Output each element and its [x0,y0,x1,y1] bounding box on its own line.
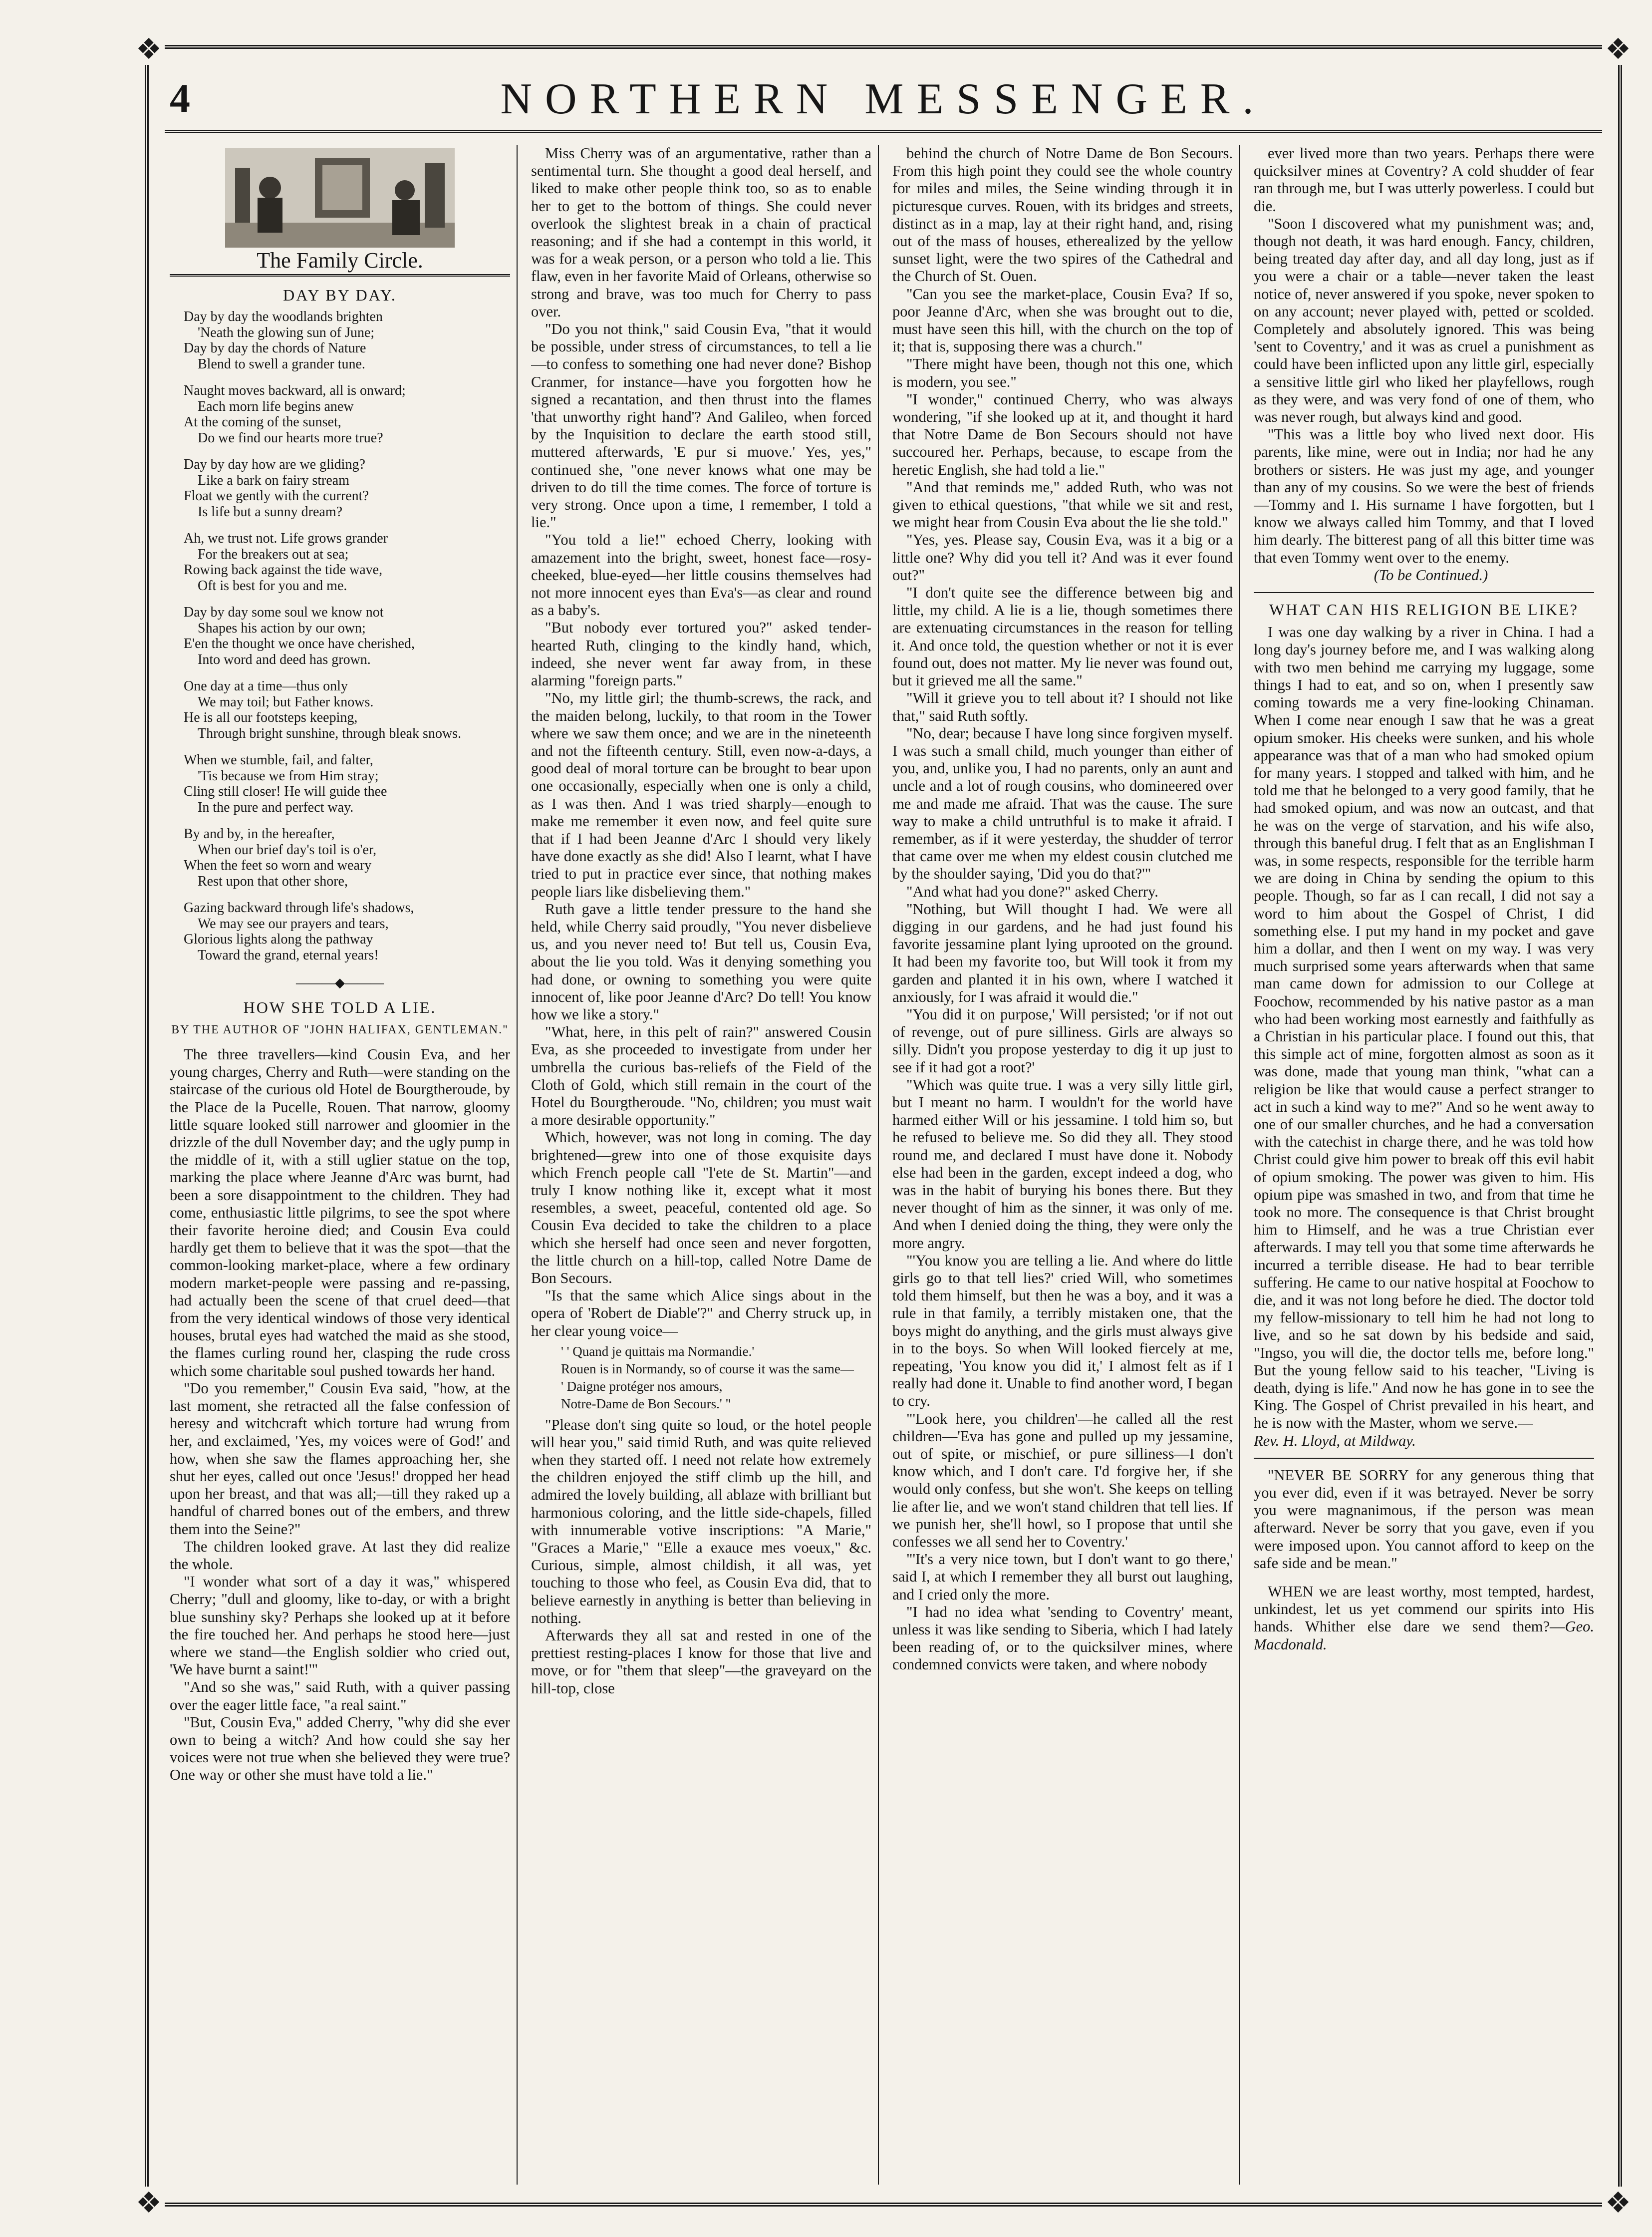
column-2 [531,145,871,2185]
story-text [170,1046,510,1784]
column-1 [170,145,510,2185]
column-divider [517,145,518,2185]
poem-line: Float we gently with the current? [184,488,369,504]
paragraph: "'Look here, you children'—he called all the rest children—'Eva has gone and pulled up my jessamine, out of spite, or mischief, or pure silliness—I don't know which, and I don't care. I'd forgive her, if she would only confess, but she won't. She keeps on telling lie after lie, and we won't stand children that tell lies. If we punish her, she'll howl, so I propose that until she confesses we all send her to Coventry.' [892,1410,1233,1551]
article-columns [165,145,1602,2185]
family-reading-engraving [225,148,455,248]
poem-line: Day by day how are we gliding? [184,457,365,473]
masthead [165,65,1602,133]
paragraph: Afterwards they all sat and rested in one of the prettiest resting-places I know for those that live and move, or for "them that sleep"—the graveyard on the hill-top, close [531,1627,871,1697]
corner-ornament-icon: ❖ [1602,2187,1634,2219]
paragraph: I was one day walking by a river in China. I had a long day's journey before me, and I was walking along with two men behind me carrying my luggage, some things I had to eat, and so on, when I presently saw coming towards me a very fine-looking Chinaman. When I come near enough I saw that he was a great opium smoker. His cheeks were sunken, and his whole appearance was that of a man who had smoked opium for many years. I stopped and talked with him, and he told me that he belonged to a very good family, that he had smoked opium, and was now an outcast, and that he was on the verge of starvation, and his wife also, through this baneful drug. I felt that as an Englishman I was, in some respects, responsible for the terrible harm we are doing in China by sending the opium to this people. Though, so far as I can recall, I did not say a word to him about the Gospel of Christ, I did something else. I put my hand in my pocket and gave him a dollar, and then I went on my way. I was very much surprised some years afterwards when that same man came down for admission to our College at Foochow, recommended by his native pastor as a man who had been working most earnestly and faithfully as a Christian in his particular place. I found out this, that this simple act of mine, forgotten almost as soon as it was done, made that young man think, "what can a religion be like that would cause a perfect stranger to act in such a kind way to me?" And so he went away to one of our smaller churches, and he had a conversation with the catechist in charge there, and he was told how Christ could give him power to break off this evil habit of opium smoking. The power was given to him. His opium pipe was smashed in two, and from that time he took no more. The consequence is that Christ brought him to Himself, and he was a true Christian ever afterwards. I may tell you that some time afterwards he incurred a terrible disease. He had to bear terrible suffering. He came to our native hospital at Foochow to die, and it was not long before he died. The doctor told my fellow-missionary to tell him he had not long to live, and so he sat down by his bedside and said, "Ingso, you will die, the doctor tells me, before long." But the young fellow said to his teacher, "Living is death, dying is life." And now he has gone in to see the King. The Gospel of Christ prevailed in his heart, and he is now with the Master, whom we serve.— [1254,624,1594,1432]
paragraph: behind the church of Notre Dame de Bon Secours. From this high point they could see the whole country for miles and miles, the Seine winding through it in picturesque curves. Rouen, with its bridges and streets, distinct as in a map, lay at their right hand, and, rising out of the mass of houses, etherealized by the yellow sunset light, were the two spires of the Cathedral and the Church of St. Ouen. [892,145,1233,285]
story-text [892,145,1233,1674]
poem-stanza [184,678,510,741]
poem-line: Each morn life begins anew [198,398,354,414]
paragraph: "'You know you are telling a lie. And where do little girls go to that tell lies?' cried Will, who sometimes told them himself, but then he was a boy, and it was a rule in that family, a terribly mistaken one, that the boys might do anything, and the girls must always give in to the boys. So when Will looked fiercely at me, repeating, 'You know you did it,' I almost felt as if I really had done it. Unable to find another word, I began to cry. [892,1252,1233,1410]
poem-stanza [184,457,510,520]
poem-line: Toward the grand, eternal years! [198,947,379,963]
paragraph: "Nothing, but Will thought I had. We were all digging in our gardens, and he had just found his favorite jessamine plant lying uprooted on the ground. It had been my favorite too, but Will took it from my garden and planted it in his own, where I watched it anxiously, for I was afraid it would die." [892,900,1233,1005]
poem-stanza [184,605,510,667]
paragraph: "I wonder," continued Cherry, who was always wondering, "if she looked up at it, and thought it hard that Notre Dame de Bon Secours should not have succoured her. Perhaps, because, to escape from the heretic English, she had told a lie." [892,390,1233,478]
paragraph: "Is that the same which Alice sings about in the opera of 'Robert de Diable'?" and Cherry struck up, in her clear young voice— [531,1287,871,1339]
section-title: The Family Circle. [257,248,423,273]
paragraph: "You told a lie!" echoed Cherry, looking with amazement into the bright, sweet, honest face—rosy-cheeked, blue-eyed—her little cousins themselves had not more innocent eyes than Eva's—as clear and round as a baby's. [531,531,871,619]
story-title: HOW SHE TOLD A LIE. [243,998,437,1016]
paragraph: "What, here, in this pelt of rain?" answered Cousin Eva, as she proceeded to investigate from under her umbrella the curious bas-reliefs of the Field of the Cloth of Gold, which still remain in the court of the Hotel du Bourgtheroude. "No, children; you must wait a more desirable opportunity." [531,1023,871,1129]
paragraph: "But, Cousin Eva," added Cherry, "why did she ever own to being a witch? And how could she say her voices were not true when she believed they were true? One way or other she must have told a lie." [170,1713,510,1784]
poem-line: Like a bark on fairy stream [198,472,349,488]
poem-line: Into word and deed has grown. [198,651,371,667]
paragraph: "I had no idea what 'sending to Coventry' meant, unless it was like sending to Siberia, which I had lately been reading of, or to the quicksilver mines, where condemned convicts were taken, and where nobody [892,1603,1233,1673]
least-worthy-text: WHEN we are least worthy, most tempted, hardest, unkindest, let us yet commend our spirits into His hands. Whither else dare we send them?—Geo. Macdonald. [1254,1583,1594,1653]
newspaper-title: NORTHERN MESSENGER. [500,75,1267,123]
paragraph: "Which was quite true. I was a very silly little girl, but I meant no harm. I wouldn't for the world have harmed either Will or his jessamine. I told him so, but he refused to believe me. So did they all. They stood round me, and declared I must have done it. Nobody else had been in the garden, except indeed a dog, who was in the habit of burying his bones there. But they never thought of him as the sinner, it was only of me. And when I denied doing the thing, they were only the more angry. [892,1076,1233,1252]
divider [170,274,510,277]
poem-stanza [184,826,510,889]
corner-ornament-icon: ❖ [133,2187,165,2219]
poem-line: When the feet so worn and weary [184,858,372,874]
paragraph: The three travellers—kind Cousin Eva, and her young charges, Cherry and Ruth—were standing on the staircase of the curious old Hotel de Bourgtheroude, by the Place de la Pucelle, Rouen. That narrow, gloomy little square looked still narrower and gloomier in the drizzle of the dull November day; and the ugly pump in the middle of it, with a still uglier statue on the top, marking the place where Jeanne d'Arc was burnt, had been a sore disappointment to the children. They had come, enthusiastic little pilgrims, to see the spot where their favorite heroine died; and Cousin Eva could hardly get them to believe that it was the spot—that the common-looking market-place, where a few ordinary modern market-people were passing and re-passing, had actually been the scene of that cruel deed—that from the very identical windows of those very identical houses, brutal eyes had watched the maid as she stood, the flames curling round her, clasping the rude cross which some charitable soul pushed towards her hand. [170,1046,510,1379]
paragraph: Which, however, was not long in coming. The day brightened—grew into one of those exquisite days which French people call "l'ete de St. Martin"—and truly I know nothing like it, except what it most resembles, a sweet, peaceful, contented old age. So Cousin Eva decided to take the children to a place which she herself had once seen and never forgotten, the little church on a hill-top, called Notre Dame de Bon Secours. [531,1129,871,1286]
poem-line: In the pure and perfect way. [198,799,354,815]
poem-stanza [184,900,510,963]
paragraph: "I wonder what sort of a day it was," whispered Cherry; "dull and gloomy, like to-day, or with a bright blue sunshiny sky? Perhaps she looked up at it before the fire touched her. And perhaps he stood here—just where we stand—the English soldier who cried out, 'We have burnt a saint!'" [170,1573,510,1678]
poem-stanza [184,531,510,594]
paragraph: "There might have been, though not this one, which is modern, you see." [892,355,1233,390]
religion-text [1254,624,1594,1432]
paragraph: "Soon I discovered what my punishment was; and, though not death, it was hard enough. Fancy, children, being treated day after day, and all day long, just as if you were a chair or a table—never taken the least notice of, never answered if you spoke, never spoken to on any account; never played with, petted or scolded. Completely and absolutely ignored. This was being 'sent to Coventry,' and it was as cruel a punishment as could have been inflicted upon any little girl, especially a sensitive little girl who liked her playfellows, rough as they were, and was very fond of one of them, who was never rough, but always kind and good. [1254,215,1594,426]
poem-body [170,309,510,963]
religion-title: WHAT CAN HIS RELIGION BE LIKE? [1269,601,1579,619]
column-4 [1254,145,1594,2185]
paragraph: "Do you not think," said Cousin Eva, "that it would be possible, under stress of circumstances, to tell a lie—to confess to something one had never done? Bishop Cranmer, for instance—have you forgotten how he signed a recantation, and then thrust into the flames 'that unworthy right hand'? And Galileo, when forced by the Inquisition to declare the earth stood still, muttered afterwards, 'E pur si muove.' Yes, yes," continued she, "one never knows what one may be driven to do till the time comes. The force of torture is very strong. Once upon a time, I remember, I told a lie." [531,320,871,531]
poem-line: We may toil; but Father knows. [198,694,374,710]
paragraph: "You did it on purpose,' Will persisted; 'or if not out of revenge, out of pure silliness. Girls are always so silly. Didn't you propose yesterday to dig it up just to see if it had got a root?' [892,1005,1233,1076]
paragraph: "I don't quite see the difference between big and little, my child. A lie is a lie, though sometimes there are extenuating circumstances in the reason for telling it. And once told, the question whether or not it is ever found out, does not matter. My lie never was found out, but it grieved me all the same." [892,584,1233,689]
poem-line: Oft is best for you and me. [198,578,347,594]
poem-line: Shapes his action by our own; [198,620,366,636]
poem-line: Rowing back against the tide wave, [184,562,383,578]
paragraph: ever lived more than two years. Perhaps there were quicksilver mines at Coventry? A cold shudder of fear ran through me, but I was utterly powerless. I could but die. [1254,145,1594,215]
ornament-icon: ———◆——— [296,975,384,990]
paragraph: "And what had you done?" asked Cherry. [906,883,1158,900]
song-quote: ' ' Quand je quittais ma Normandie.' Rouen is in Normandy, so of course it was the same— ' Daigne protéger nos amours, Notre-Dame de Bon Secours.' " [561,1343,854,1412]
poem-stanza [184,752,510,815]
paragraph: The children looked grave. At last they did realize the whole. [170,1538,510,1573]
poem-line: Day by day the woodlands brighten [184,309,383,325]
poem-line: 'Neath the glowing sun of June; [198,324,375,340]
poem-line: At the coming of the sunset, [184,414,341,430]
poem-line: For the breakers out at sea; [198,546,349,562]
poem-line: He is all our footsteps keeping, [184,710,358,726]
poem-line: Do we find our hearts more true? [198,430,383,446]
poem-line: Day by day the chords of Nature [184,340,366,356]
divider [1254,592,1594,593]
paragraph: "Yes, yes. Please say, Cousin Eva, was it a big or a little one? Why did you tell it? And was it ever found out?" [892,531,1233,584]
poem-line: Ah, we trust not. Life grows grander [184,531,388,547]
story-text [531,145,871,1340]
poem-line: Cling still closer! He will guide thee [184,784,387,800]
column-3 [892,145,1233,2185]
poem-stanza [184,383,510,446]
paragraph: "No, dear; because I have long since forgiven myself. I was such a small child, much younger than either of you, and, unlike you, I had no parents, only an aunt and uncle and a lot of rough cousins, who domineered over me and made me afraid. That was the cause. The sure way to make a child untruthful is to make it afraid. I remember, as if it were yesterday, the shudder of terror that came over me when my eldest cousin clutched me by the shoulder saying, 'Did you do that?'" [892,724,1233,883]
poem-line: 'Tis because we from Him stray; [198,768,379,784]
poem-line: When our brief day's toil is o'er, [198,842,377,858]
poem-line: By and by, in the hereafter, [184,826,335,842]
poem-line: Gazing backward through life's shadows, [184,900,414,916]
paragraph: "And so she was," said Ruth, with a quiver passing over the eager little face, "a real saint." [170,1678,510,1713]
paragraph: "Do you remember," Cousin Eva said, "how, at the last moment, she retracted all the false confession of heresy and witchcraft which torture had wrung from her, and exclaimed, 'Yes, my voices were of God!' and how, when she saw the flames approaching her, she shut her eyes, called out once 'Jesus!' dropped her head upon her breast, and that was all;—till they raked up a handful of charred bones out of the embers, and threw them into the Seine?" [170,1379,510,1538]
poem-line: Is life but a sunny dream? [198,504,343,520]
poem-line: Naught moves backward, all is onward; [184,383,406,399]
continued-note: (To be Continued.) [1374,566,1488,584]
paragraph: "No, my little girl; the thumb-screws, the rack, and the maiden belong, luckily, to that room in the Tower where we saw them once; and we are in the nineteenth and not the fifteenth century. Still, even now-a-days, a good deal of moral torture can be brought to bear upon one occasionally, especially when one is only a child, as I was then. And I was tried sharply—enough to make me remember it even now, and feel quite sure that if I had been Jeanne d'Arc I should very likely have done exactly as she did! Also I learnt, what I have tried to put in practice ever since, that nothing makes people liars like disbelieving them." [531,689,871,900]
poem-line: Rest upon that other shore, [198,873,348,889]
corner-ornament-icon: ❖ [1602,33,1634,65]
story-text [1254,145,1594,567]
poem-title: DAY BY DAY. [283,286,397,305]
poem-stanza [184,309,510,372]
newspaper-page [136,32,1631,2220]
corner-ornament-icon: ❖ [133,33,165,65]
column-divider [1239,145,1240,2185]
poem-line: One day at a time—thus only [184,678,348,694]
paragraph: "Can you see the market-place, Cousin Eva? If so, poor Jeanne d'Arc, when she was brought out to die, must have seen this hill, with the church on the top of it; that is, supposing there was a church." [892,285,1233,355]
story-byline: BY THE AUTHOR OF "JOHN HALIFAX, GENTLEMAN." [171,1023,509,1036]
divider [1254,1458,1594,1459]
paragraph: Ruth gave a little tender pressure to the hand she held, while Cherry said proudly, "You never disbelieve us, and you never need to! But tell us, Cousin Eva, about the lie you told. Was it denying something you had done, or owning to something you were quite innocent of, like poor Jeanne d'Arc? Do tell! You know how we like a story." [531,900,871,1023]
poem-line: Glorious lights along the pathway [184,932,373,948]
never-be-sorry-text: "NEVER BE SORRY for any generous thing that you ever did, even if it was betrayed. Never be sorry you were magnanimous, if the person was mean afterward. Never be sorry that you gave, even if you were imposed upon. You cannot afford to keep on the safe side and be mean." [1254,1466,1594,1572]
poem-line: When we stumble, fail, and falter, [184,752,373,768]
column-divider [878,145,879,2185]
paragraph: "But nobody ever tortured you?" asked tender-hearted Ruth, clinging to the kindly hand, which, indeed, she never went far away from, in these alarming "foreign parts." [531,619,871,689]
story-text [531,1416,871,1697]
poem-line: Through bright sunshine, through bleak snows. [198,725,462,741]
poem-line: We may see our prayers and tears, [198,916,389,932]
page-number: 4 [170,75,190,121]
poem-line: E'en the thought we once have cherished, [184,636,415,652]
paragraph: "This was a little boy who lived next door. His parents, like mine, were out in India; nor had he any brothers or sisters. He was just my age, and younger than any of my cousins. So we were the best of friends—Tommy and I. His surname I have forgotten, but I know we always called him Tommy, and that I loved him dearly. The bitterest pang of all this bitter time was that even Tommy went over to the enemy. [1254,426,1594,566]
poem-line: Day by day some soul we know not [184,605,384,621]
paragraph: Miss Cherry was of an argumentative, rather than a sentimental turn. She thought a good deal herself, and liked to make other people think too, so as to enable her to get to the bottom of things. She could never overlook the slightest break in a chain of practical reasoning; and if she had a contempt in this world, it was for a weak person, or a person who told a lie. This flaw, even in her favorite Maid of Orleans, otherwise so strong and brave, was too much for Cherry to pass over. [531,145,871,320]
paragraph: "And that reminds me," added Ruth, who was not given to ethical questions, "that while we sit and rest, we might hear from Cousin Eva about the lie she told." [892,478,1233,531]
poem-line: Blend to swell a grander tune. [198,356,365,372]
religion-signature: Rev. H. Lloyd, at Mildway. [1254,1432,1416,1449]
paragraph: "Please don't sing quite so loud, or the hotel people will hear you," said timid Ruth, and was quite relieved when they started off. I need not relate how extremely the children enjoyed the stiff climb up the hill, and admired the lovely building, all ablaze with brilliant but harmonious coloring, and the little side-chapels, filled with innumerable votive inscriptions: "A Marie," "Graces a Marie," "Elle a exauce mes voeux," &c. Curious, simple, almost childish, it all was, yet touching to those who feel, as Cousin Eva did, that to believe earnestly in anything is better than believing in nothing. [531,1416,871,1626]
paragraph: "'It's a very nice town, but I don't want to go there,' said I, at which I remember they all burst out laughing, and I cried only the more. [892,1551,1233,1603]
paragraph: "Will it grieve you to tell about it? I should not like that," said Ruth softly. [892,689,1233,724]
